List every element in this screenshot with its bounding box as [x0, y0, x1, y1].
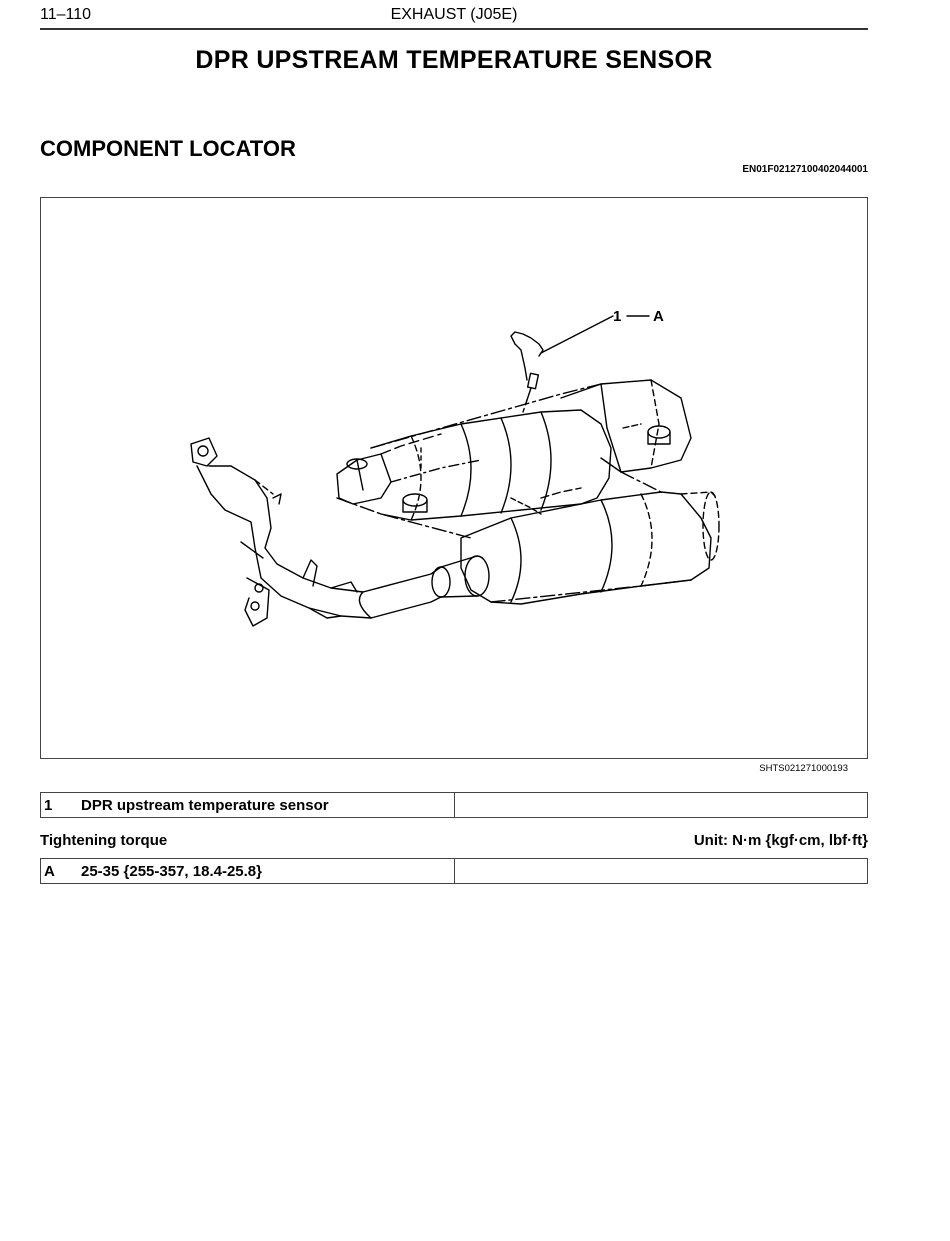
page-title: DPR UPSTREAM TEMPERATURE SENSOR [195, 46, 713, 74]
callout-torque-label: A [653, 308, 664, 325]
temperature-sensor-icon [511, 332, 543, 412]
torque-heading [40, 832, 868, 849]
parts-table [40, 792, 868, 818]
empty-cell [455, 793, 868, 818]
component-figure [40, 197, 868, 759]
exhaust-assembly-illustration [41, 198, 867, 758]
torque-key: A [44, 862, 55, 880]
part-name: DPR upstream temperature sensor [81, 796, 329, 814]
table-row [41, 859, 868, 884]
section-heading: COMPONENT LOCATOR [40, 136, 296, 161]
front-exhaust-pipe [191, 438, 371, 626]
right-frame [561, 380, 691, 472]
torque-value: 25-35 {255-357, 18.4-25.8} [81, 862, 262, 880]
document-id: EN01F02127100402044001 [742, 164, 868, 175]
callout-part-label: 1 [613, 308, 622, 325]
part-key: 1 [44, 796, 53, 814]
torque-unit: Unit: N·m {kgf·cm, lbf·ft} [693, 832, 868, 849]
page-header [40, 4, 868, 30]
torque-cell [41, 859, 455, 884]
torque-label: Tightening torque [40, 832, 168, 849]
part-cell [41, 793, 455, 818]
table-row [41, 793, 868, 818]
figure-code: SHTS021271000193 [759, 763, 848, 774]
upper-bracket [337, 448, 481, 512]
upper-dpr-canister [371, 410, 611, 520]
chapter-title: EXHAUST (J05E) [390, 6, 518, 23]
empty-cell [455, 859, 868, 884]
torque-table [40, 858, 868, 884]
lower-dpr-canister [461, 492, 719, 604]
page-number: 11–110 [40, 6, 92, 23]
